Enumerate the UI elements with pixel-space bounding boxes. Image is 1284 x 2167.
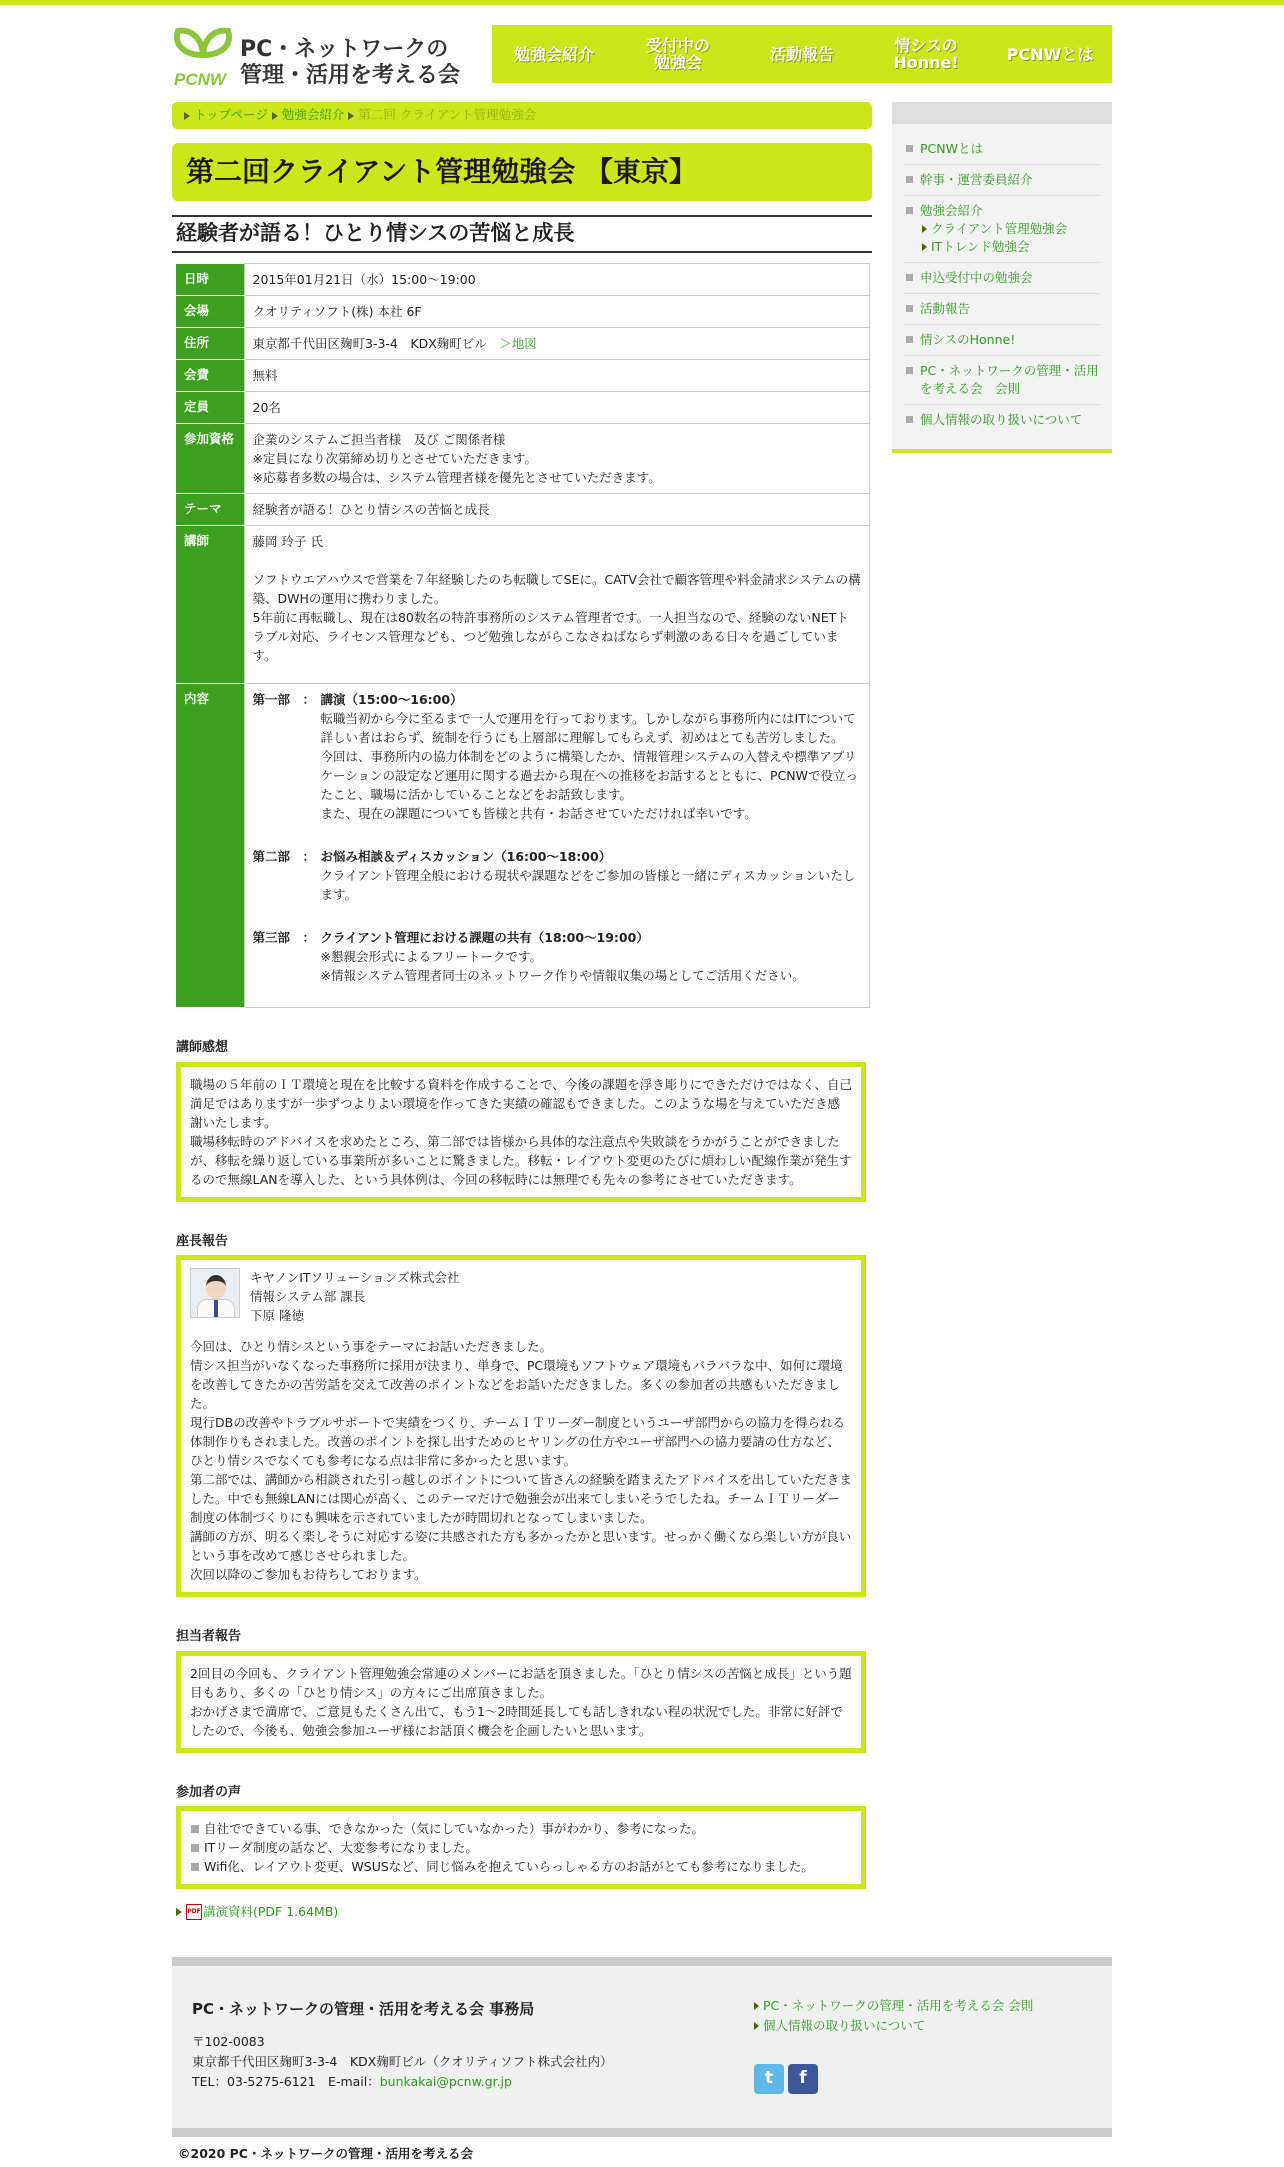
chair-profile: [190, 1268, 852, 1325]
paragraph: 次回以降のご参加もお待ちしております。: [190, 1567, 427, 1582]
part-heading: お悩み相談＆ディスカッション（16:00～18:00）: [320, 849, 612, 864]
breadcrumb-arrow-icon: [348, 112, 354, 120]
svg-text:PCNW: PCNW: [174, 70, 226, 89]
link-arrow-icon: [176, 1908, 182, 1916]
sidebar-item-rules[interactable]: [904, 356, 1100, 405]
footer-address: 東京都千代田区麹町3-3-4 KDX麹町ビル（クオリティソフト株式会社内）: [192, 2054, 613, 2069]
pdf-icon: PDF: [186, 1904, 202, 1920]
staff-report-heading: 担当者報告: [176, 1629, 242, 1644]
sidebar-item-label[interactable]: PC・ネットワークの管理・活用を考える会 会則: [920, 363, 1099, 396]
sidebar-item-label[interactable]: 申込受付中の勉強会: [920, 270, 1033, 285]
sidebar-subitem-it-trend[interactable]: ITトレンド勉強会: [931, 239, 1030, 254]
list-item: ITリーダ制度の話など、大変参考になりました。: [190, 1838, 852, 1857]
table-row: [176, 264, 870, 296]
table-row: [176, 494, 870, 526]
part-line: クライアント管理全般における現状や課題などをご参加の皆様と一緒にディスカッションいたします。: [320, 868, 856, 902]
speaker-impressions-box: [176, 1062, 866, 1202]
map-link[interactable]: ＞地図: [499, 336, 537, 351]
main-content: [172, 143, 872, 1922]
speaker-cell: [244, 526, 870, 684]
content-label: 内容: [176, 684, 244, 1008]
site-logo[interactable]: [172, 25, 461, 95]
pdf-download[interactable]: [176, 1903, 872, 1922]
event-info-table: [176, 263, 870, 1008]
speaker-bio-line: ソフトウエアハウスで営業を７年経験したのち転職してSEに。CATV会社で顧客管理や料金請求システムの構築、DWHの運用に携わりました。: [252, 572, 861, 606]
part-label: 第一部 ：: [252, 692, 316, 707]
nav-item-activity-report[interactable]: 活動報告: [769, 44, 834, 64]
part-line: ※情報システム管理者同士のネットワーク作りや情報収集の場としてご活用ください。: [320, 968, 805, 983]
paragraph: 職場移転時のアドバイスを求めたところ、第二部では皆様から具体的な注意点や失敗談をうかがうことができましたが、移転を繰り返している事業所が多いことに驚きました。移転・レイアウト変更のたびに煩わしい配線作業が発生するので無線LANを導入した、という具体例は、今回の移転時には無理でも先々の参考にさせていただきます。: [190, 1133, 852, 1187]
date-value: 2015年01月21日（水）15:00～19:00: [244, 264, 870, 296]
table-row: [176, 424, 870, 494]
eligibility-line: ※定員になり次第締め切りとさせていただきます。: [252, 451, 537, 466]
fee-label: 会費: [176, 360, 244, 392]
eligibility-cell: [244, 424, 870, 494]
nav-item-open-registrations[interactable]: 受付中の 勉強会: [645, 36, 710, 72]
chair-dept: 情報システム部 課長: [250, 1289, 366, 1304]
paragraph: 現行DBの改善やトラブルサポートで実績をつくり、チームＩＴリーダー制度というユーザ部門からの協力を得られる体制作りもされました。改善のポイントを探し出すためのヒヤリングの仕方やユーザ部門への協力要請の仕方など、ひとり情シスでなくても参考になる点は非常に多かったと思います。: [190, 1415, 845, 1468]
table-row: [176, 328, 870, 360]
address-label: 住所: [176, 328, 244, 360]
footer-address-block: [192, 2032, 613, 2092]
chair-name: 下原 隆徳: [250, 1308, 304, 1323]
sidebar-item-label[interactable]: PCNWとは: [920, 141, 983, 156]
program-part-2: [253, 847, 862, 904]
pdf-link[interactable]: 講演資料(PDF 1.64MB): [203, 1904, 339, 1919]
page-subtitle: 経験者が語る！ひとり情シスの苦悩と成長: [172, 215, 872, 253]
part-line: 今回は、事務所内の協力体制をどのように構築したか、情報管理システムの入替えや標準アプリケーションの設定など運用に関する過去から現在への推移をお話するとともに、PCNWで役立ったこと、職場に活かしていることなどをお話致します。: [320, 749, 858, 802]
sidebar-item-label[interactable]: 勉強会紹介: [920, 203, 983, 218]
table-row: [176, 526, 870, 684]
footer-link-privacy[interactable]: 個人情報の取り扱いについて: [763, 2018, 926, 2033]
facebook-icon[interactable]: f: [788, 2064, 818, 2094]
footer-postal: 〒102-0083: [192, 2034, 265, 2049]
avatar: [190, 1268, 240, 1318]
sidebar-item-privacy[interactable]: [904, 405, 1100, 435]
paragraph: おかげさまで満席で、ご意見もたくさん出て、もう1～2時間延長しても話しきれない程の状況でした。非常に好評でしたので、今後も、勉強会参加ユーザ様にお話頂く機会を企画したいと思います。: [190, 1703, 843, 1738]
logo-leaf-icon: [172, 25, 234, 89]
program-part-1: [253, 690, 862, 823]
sidebar-item-label[interactable]: 情シスのHonne!: [920, 332, 1016, 347]
chair-report-heading: 座長報告: [176, 1233, 229, 1249]
part-line: 転職当初から今に至るまで一人で運用を行っております。しかしながら事務所内にはITについて詳しい者はおらず、統制を行うにも上層部に理解してもらえず、初めはとても苦労しました。: [320, 711, 856, 745]
breadcrumb: [172, 102, 872, 129]
speaker-name: 藤岡 玲子 氏: [252, 534, 323, 549]
footer: [172, 1957, 1112, 2137]
sidebar-item-committee[interactable]: [904, 165, 1100, 196]
part-heading: 講演（15:00～16:00）: [320, 692, 463, 707]
sidebar-item-activity-report[interactable]: [904, 294, 1100, 325]
speaker-bio-line: 5年前に再転職し、現在は80数名の特許事務所のシステム管理者です。一人担当なので、経験のないNETトラブル対応、ライセンス管理なども、つど勉強しながらこなさねばならず刺激のある日々を過ごしています。: [252, 610, 849, 663]
breadcrumb-current: 第二回 クライアント管理勉強会: [358, 107, 537, 123]
table-row: [176, 360, 870, 392]
part-heading: クライアント管理における課題の共有（18:00～19:00）: [320, 930, 649, 945]
breadcrumb-home[interactable]: トップページ: [194, 107, 268, 123]
venue-label: 会場: [176, 296, 244, 328]
footer-tel: TEL：03-5275-6121 E-mail：: [192, 2074, 380, 2089]
footer-links: [754, 1996, 1033, 2036]
theme-label: テーマ: [176, 494, 244, 526]
chair-company: キヤノンITソリューションズ株式会社: [250, 1270, 460, 1285]
footer-org-name: PC・ネットワークの管理・活用を考える会 事務局: [192, 2000, 535, 2018]
sidebar-item-label[interactable]: 個人情報の取り扱いについて: [920, 412, 1083, 427]
speaker-label: 講師: [176, 526, 244, 684]
nav-item-honne[interactable]: 情シスの Honne!: [893, 36, 959, 72]
table-row: [176, 296, 870, 328]
fee-value: 無料: [244, 360, 870, 392]
table-row: [176, 392, 870, 424]
paragraph: 講師の方が、明るく楽しそうに対応する姿に共感された方も多かったかと思います。せっかく働くなら楽しい方が良いという事を改めて感じさせられました。: [190, 1529, 852, 1563]
social-links: [754, 2064, 818, 2094]
eligibility-line: 企業のシステムご担当者様 及び ご関係者様: [252, 432, 506, 447]
nav-item-about[interactable]: PCNWとは: [1006, 44, 1094, 64]
date-label: 日時: [176, 264, 244, 296]
global-nav: [492, 25, 1112, 83]
theme-value: 経験者が語る！ひとり情シスの苦悩と成長: [244, 494, 870, 526]
chair-report-box: [176, 1255, 866, 1597]
part-line: また、現在の課題についても皆様と共有・お話させていただければ幸いです。: [320, 806, 757, 821]
paragraph: 今回は、ひとり情シスという事をテーマにお話いただきました。: [190, 1339, 553, 1354]
paragraph: 第二部では、講師から相談された引っ越しのポイントについて皆さんの経験を踏まえたアドバイスを出していただきました。中でも無線LANには関心が高く、このテーマだけで勉強会が出来てしまいそうでしたね。チームＩＴリーダー制度の体制づくりにも興味を示されていましたが時間切れとなってしまいました。: [190, 1472, 852, 1525]
list-item: Wifi化、レイアウト変更、WSUSなど、同じ悩みを抱えていらっしゃる方のお話がとても参考になりました。: [190, 1857, 852, 1876]
twitter-icon[interactable]: t: [754, 2064, 784, 2094]
address-cell: [244, 328, 870, 360]
sidebar-item-honne[interactable]: [904, 325, 1100, 356]
staff-report-box: [176, 1651, 866, 1753]
sidebar-item-about[interactable]: [904, 134, 1100, 165]
breadcrumb-arrow-icon: [184, 112, 190, 120]
footer-link-rules[interactable]: PC・ネットワークの管理・活用を考える会 会則: [763, 1998, 1034, 2013]
part-label: 第二部 ：: [252, 849, 316, 864]
logo-line-1: PC・ネットワークの: [240, 37, 449, 62]
sidebar-item-open-registrations[interactable]: [904, 263, 1100, 294]
table-row: [176, 684, 870, 1008]
content-cell: [244, 684, 870, 1008]
eligibility-label: 参加資格: [176, 424, 244, 494]
copyright: ©2020 PC・ネットワークの管理・活用を考える会: [178, 2146, 473, 2161]
nav-item-study-groups[interactable]: 勉強会紹介: [513, 44, 594, 64]
breadcrumb-section[interactable]: 勉強会紹介: [281, 107, 345, 123]
eligibility-line: ※応募者多数の場合は、システム管理者様を優先とさせていただきます。: [252, 470, 661, 485]
sidebar-item-study-groups[interactable]: [904, 196, 1100, 263]
venue-value: クオリティソフト(株) 本社 6F: [244, 296, 870, 328]
part-label: 第三部 ：: [252, 930, 316, 945]
part-line: ※懇親会形式によるフリートークです。: [320, 949, 542, 964]
capacity-value: 20名: [244, 392, 870, 424]
paragraph: 情シス担当がいなくなった事務所に採用が決まり、単身で、PC環境もソフトウェア環境もバラバラな中、如何に環境を改善してきたかの苦労話を交えて改善のポイントなどをお話いただきました。多くの参加者の共感もいただきました。: [190, 1358, 843, 1411]
sidebar: [892, 102, 1112, 453]
program-part-3: [253, 928, 862, 985]
sidebar-item-label[interactable]: 活動報告: [920, 301, 971, 316]
page-title: 第二回クライアント管理勉強会 【東京】: [172, 143, 872, 201]
address-value: 東京都千代田区麹町3-3-4 KDX麹町ビル: [252, 336, 487, 351]
speaker-impressions-heading: 講師感想: [176, 1040, 229, 1055]
footer-email-link[interactable]: bunkakai@pcnw.gr.jp: [379, 2074, 512, 2089]
sidebar-item-label[interactable]: 幹事・運営委員紹介: [920, 172, 1033, 187]
voices-heading: 参加者の声: [176, 1784, 242, 1800]
paragraph: 職場の５年前のＩＴ環境と現在を比較する資料を作成することで、今後の課題を浮き彫りにできただけではなく、自己満足ではありますが一歩ずつよりよい環境を作ってきた実績の確認もできました。このような場を与えていただき感謝いたします。: [190, 1076, 853, 1130]
voices-box: [176, 1806, 866, 1889]
logo-text: [240, 37, 460, 89]
breadcrumb-arrow-icon: [272, 112, 278, 120]
logo-line-2: 管理・活用を考える会: [240, 63, 461, 88]
list-item: 自社でできている事、できなかった（気にしていなかった）事がわかり、参考になった。: [190, 1819, 852, 1838]
capacity-label: 定員: [176, 392, 244, 424]
sidebar-subitem-client[interactable]: クライアント管理勉強会: [931, 221, 1068, 236]
paragraph: 2回目の今回も、クライアント管理勉強会常連のメンバーにお話を頂きました。「ひとり情シスの苦悩と成長」という題目もあり、多くの「ひとり情シス」の方々にご出席頂きました。: [190, 1665, 852, 1700]
